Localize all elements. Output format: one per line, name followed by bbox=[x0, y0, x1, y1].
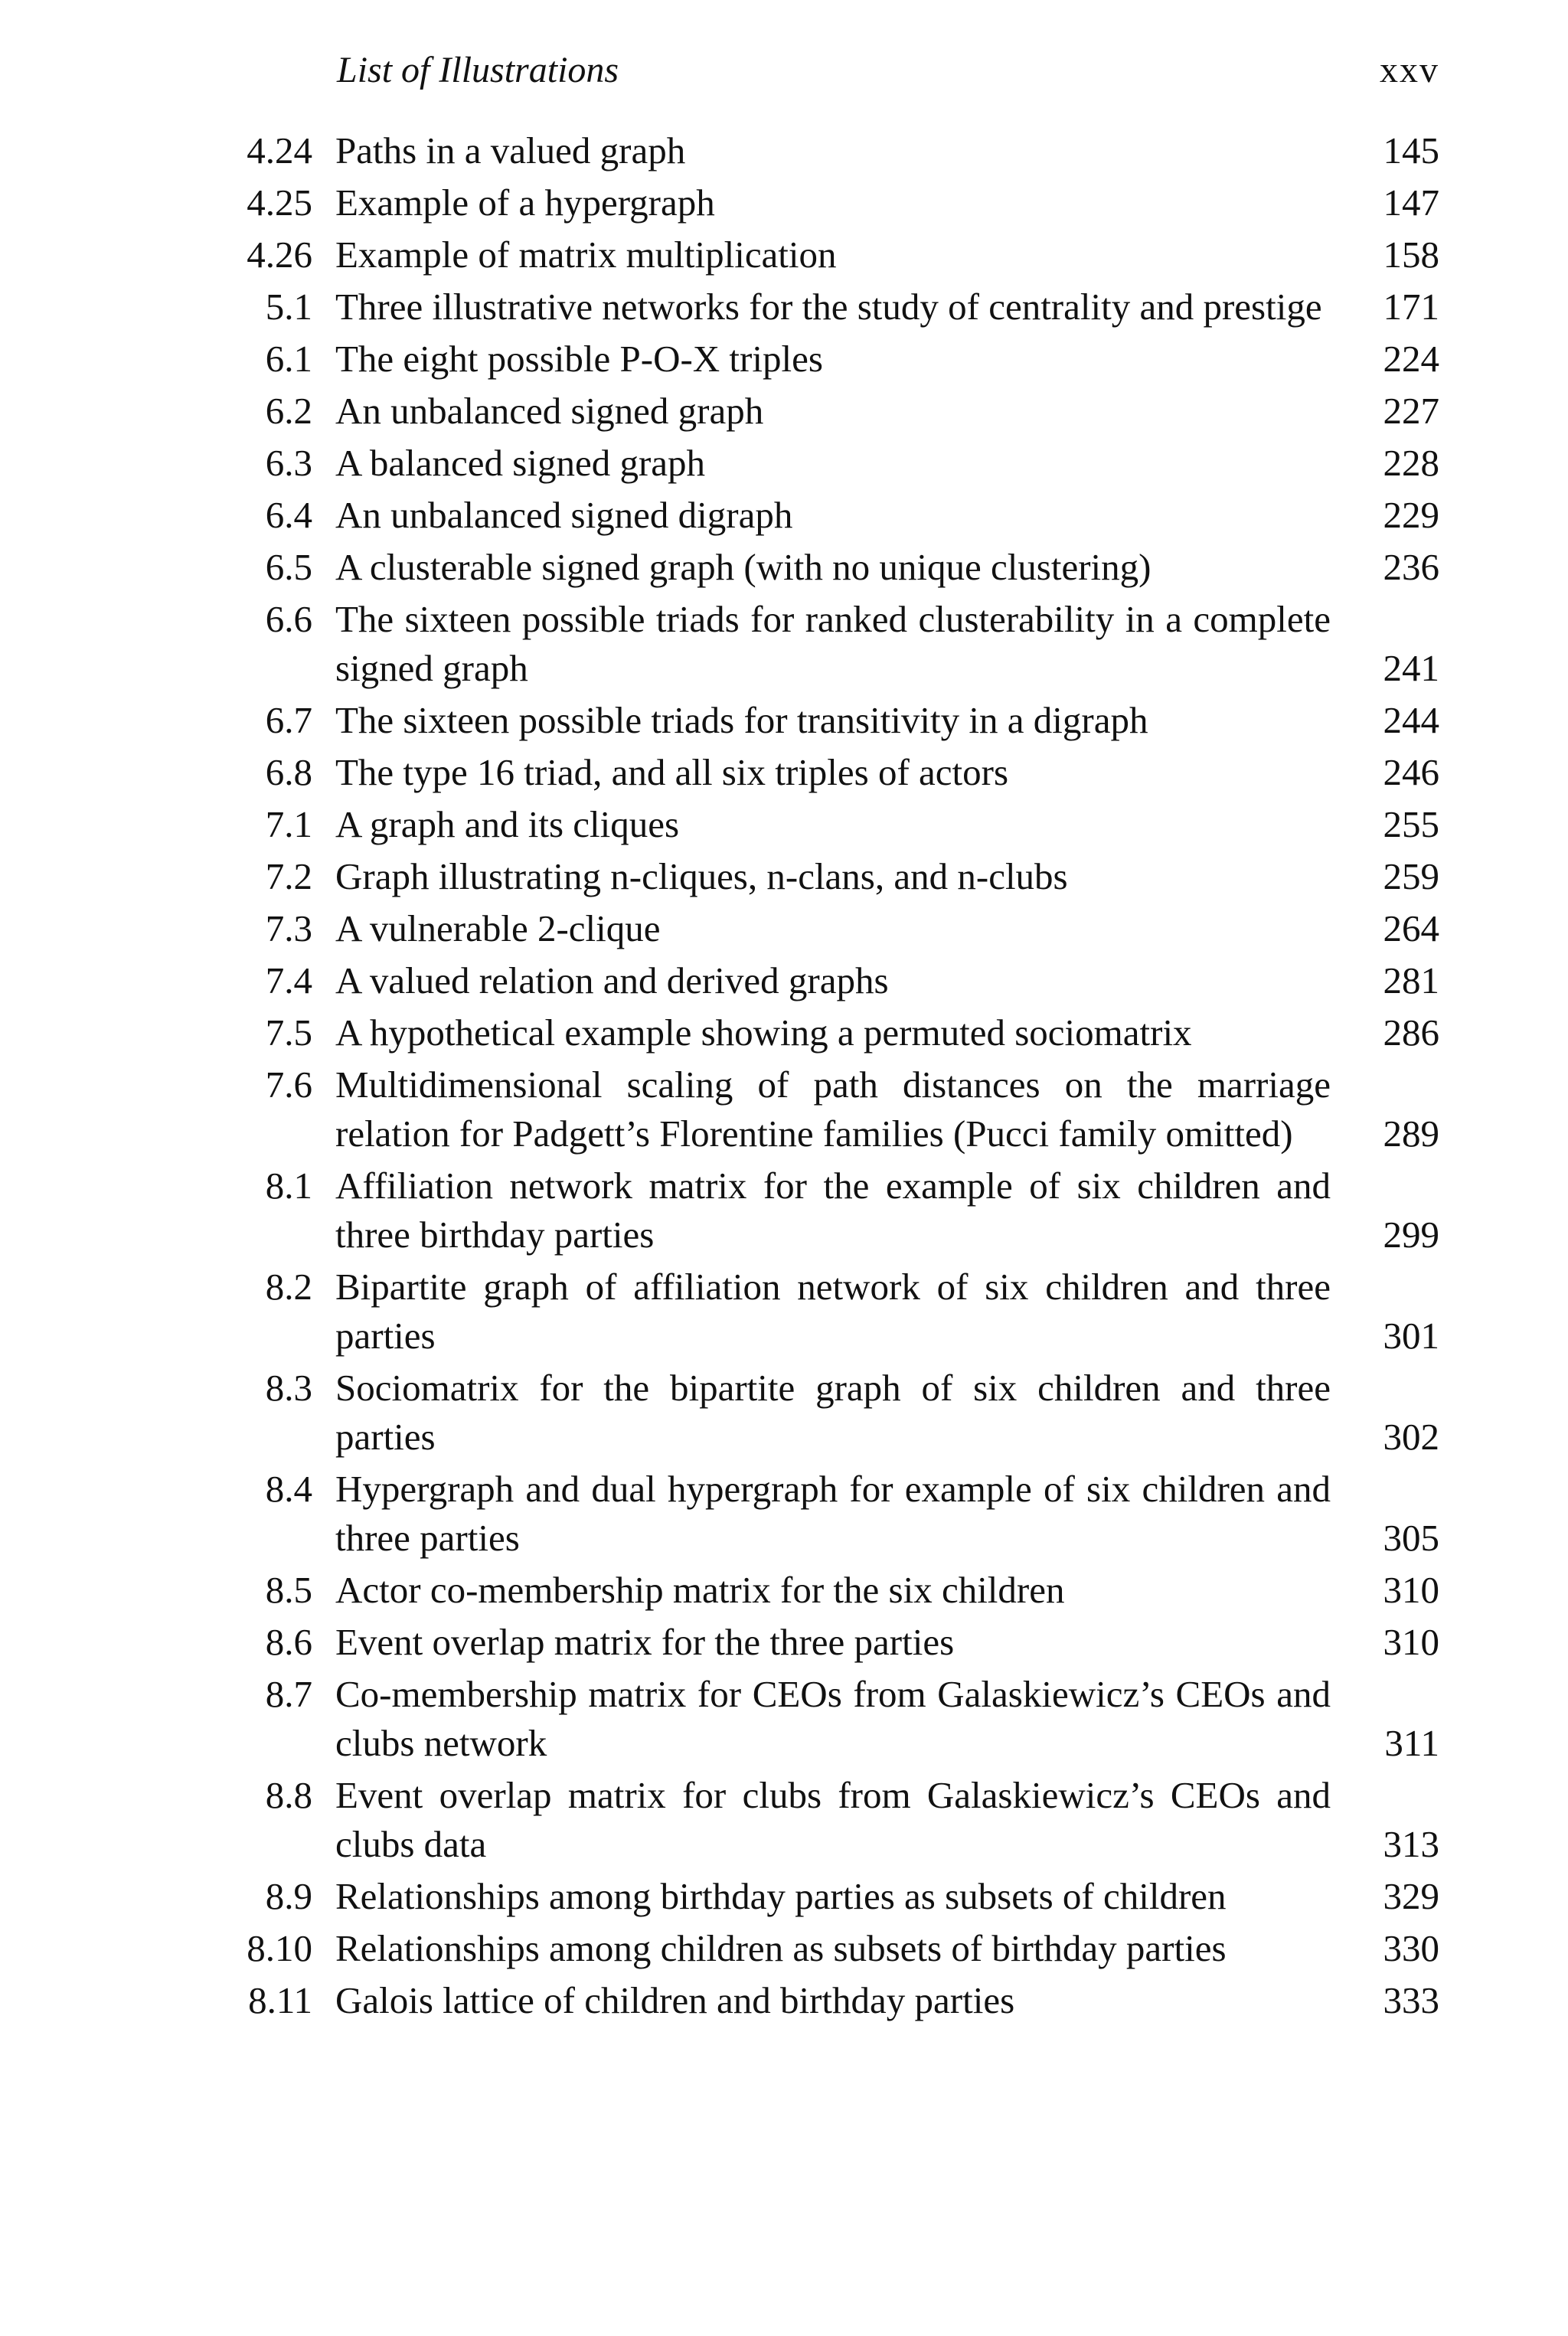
figure-number: 7.1 bbox=[265, 803, 312, 845]
list-item bbox=[0, 1008, 1568, 1057]
figure-title: A hypothetical example showing a permuted sociomatrix bbox=[335, 1011, 1192, 1054]
figure-number: 8.3 bbox=[265, 1367, 312, 1409]
figure-page-number: 241 bbox=[1383, 647, 1439, 689]
figure-title: Event overlap matrix for the three parties bbox=[335, 1621, 955, 1663]
figure-page-number: 259 bbox=[1383, 855, 1439, 897]
figure-page-number: 281 bbox=[1383, 959, 1439, 1001]
list-item bbox=[0, 1566, 1568, 1615]
list-item bbox=[0, 1465, 1568, 1563]
figure-number: 6.2 bbox=[265, 390, 312, 432]
list-item bbox=[0, 800, 1568, 849]
list-item bbox=[0, 852, 1568, 901]
figure-page-number: 310 bbox=[1383, 1621, 1439, 1663]
figure-page-number: 301 bbox=[1383, 1315, 1439, 1357]
figure-title: Relationships among birthday parties as subsets of children bbox=[335, 1875, 1227, 1917]
figure-number: 4.24 bbox=[247, 129, 312, 172]
figure-page-number: 264 bbox=[1383, 907, 1439, 949]
figure-title: A vulnerable 2-clique bbox=[335, 907, 661, 949]
figure-title: Paths in a valued graph bbox=[335, 129, 686, 172]
figure-number: 8.11 bbox=[248, 1979, 312, 2021]
figure-number: 7.6 bbox=[265, 1063, 312, 1106]
figure-number: 6.6 bbox=[265, 598, 312, 640]
list-item bbox=[0, 1872, 1568, 1921]
figure-title: A clusterable signed graph (with no unique clustering) bbox=[335, 546, 1152, 588]
figure-title: A graph and its cliques bbox=[335, 803, 680, 845]
figure-page-number: 227 bbox=[1383, 390, 1439, 432]
figure-title: An unbalanced signed digraph bbox=[335, 494, 793, 536]
figure-number: 8.7 bbox=[265, 1673, 312, 1715]
figure-title: Example of matrix multiplication bbox=[335, 234, 837, 276]
list-item bbox=[0, 904, 1568, 953]
figure-page-number: 311 bbox=[1384, 1722, 1439, 1764]
list-item bbox=[0, 1060, 1568, 1158]
figure-number: 6.4 bbox=[265, 494, 312, 536]
list-item bbox=[0, 387, 1568, 436]
figure-number: 8.10 bbox=[247, 1927, 312, 1969]
list-item bbox=[0, 748, 1568, 797]
figure-title: Multidimensional scaling of path distances on the marriage relation for Padgett’s Florentine families (Pucci family omitted) bbox=[335, 1063, 1331, 1155]
figure-number: 6.5 bbox=[265, 546, 312, 588]
list-item bbox=[0, 1618, 1568, 1667]
list-item bbox=[0, 283, 1568, 332]
figure-page-number: 244 bbox=[1383, 699, 1439, 741]
figure-number: 7.3 bbox=[265, 907, 312, 949]
figure-page-number: 145 bbox=[1383, 129, 1439, 172]
list-item bbox=[0, 439, 1568, 488]
figure-title: The sixteen possible triads for transitivity in a digraph bbox=[335, 699, 1148, 741]
figure-page-number: 302 bbox=[1383, 1416, 1439, 1458]
figure-title: Galois lattice of children and birthday parties bbox=[335, 1979, 1015, 2021]
list-item bbox=[0, 126, 1568, 175]
list-item bbox=[0, 1924, 1568, 1973]
figure-title: A valued relation and derived graphs bbox=[335, 959, 889, 1001]
figure-number: 4.25 bbox=[247, 181, 312, 224]
figure-page-number: 329 bbox=[1383, 1875, 1439, 1917]
figure-page-number: 313 bbox=[1383, 1823, 1439, 1865]
figure-number: 8.2 bbox=[265, 1266, 312, 1308]
figure-page-number: 330 bbox=[1383, 1927, 1439, 1969]
figure-title: Bipartite graph of affiliation network of six children and three parties bbox=[335, 1266, 1331, 1357]
figure-page-number: 228 bbox=[1383, 442, 1439, 484]
list-item bbox=[0, 335, 1568, 384]
figure-page-number: 289 bbox=[1383, 1112, 1439, 1155]
header-page-number: xxv bbox=[1380, 50, 1439, 90]
figure-page-number: 299 bbox=[1383, 1214, 1439, 1256]
figure-title: Example of a hypergraph bbox=[335, 181, 715, 224]
list-item bbox=[0, 178, 1568, 227]
figure-title: The type 16 triad, and all six triples of actors bbox=[335, 751, 1009, 793]
figure-number: 5.1 bbox=[265, 286, 312, 328]
figure-number: 8.6 bbox=[265, 1621, 312, 1663]
running-title: List of Illustrations bbox=[337, 50, 619, 90]
list-item bbox=[0, 956, 1568, 1005]
figure-number: 7.5 bbox=[265, 1011, 312, 1054]
figure-page-number: 310 bbox=[1383, 1569, 1439, 1611]
list-item bbox=[0, 1771, 1568, 1869]
figure-title: Sociomatrix for the bipartite graph of six children and three parties bbox=[335, 1367, 1331, 1458]
figure-number: 4.26 bbox=[247, 234, 312, 276]
list-item bbox=[0, 1364, 1568, 1462]
figure-title: A balanced signed graph bbox=[335, 442, 706, 484]
list-item bbox=[0, 595, 1568, 693]
list-item bbox=[0, 1161, 1568, 1259]
figure-title: The sixteen possible triads for ranked clusterability in a complete signed graph bbox=[335, 598, 1331, 689]
figure-page-number: 333 bbox=[1383, 1979, 1439, 2021]
figure-title: Actor co-membership matrix for the six children bbox=[335, 1569, 1065, 1611]
figure-number: 7.4 bbox=[265, 959, 312, 1001]
figure-page-number: 158 bbox=[1383, 234, 1439, 276]
list-item bbox=[0, 1976, 1568, 2025]
figure-number: 6.3 bbox=[265, 442, 312, 484]
figure-page-number: 236 bbox=[1383, 546, 1439, 588]
figure-number: 8.8 bbox=[265, 1774, 312, 1816]
figure-title: Hypergraph and dual hypergraph for example of six children and three parties bbox=[335, 1468, 1331, 1559]
list-item bbox=[0, 696, 1568, 745]
page-header bbox=[337, 47, 1439, 93]
figure-number: 6.1 bbox=[265, 338, 312, 380]
figure-title: The eight possible P-O-X triples bbox=[335, 338, 823, 380]
figure-page-number: 305 bbox=[1383, 1517, 1439, 1559]
figure-title: Relationships among children as subsets of birthday parties bbox=[335, 1927, 1227, 1969]
figure-number: 6.8 bbox=[265, 751, 312, 793]
figure-number: 8.9 bbox=[265, 1875, 312, 1917]
list-item bbox=[0, 491, 1568, 540]
list-item bbox=[0, 230, 1568, 279]
figure-title: Three illustrative networks for the study of centrality and prestige bbox=[335, 286, 1322, 328]
figure-title: Event overlap matrix for clubs from Galaskiewicz’s CEOs and clubs data bbox=[335, 1774, 1331, 1865]
list-item bbox=[0, 1670, 1568, 1768]
figure-page-number: 255 bbox=[1383, 803, 1439, 845]
figure-page-number: 286 bbox=[1383, 1011, 1439, 1054]
figure-number: 8.4 bbox=[265, 1468, 312, 1510]
figure-number: 8.5 bbox=[265, 1569, 312, 1611]
figure-title: Affiliation network matrix for the example of six children and three birthday parties bbox=[335, 1165, 1331, 1256]
figure-page-number: 246 bbox=[1383, 751, 1439, 793]
figure-title: Co-membership matrix for CEOs from Galaskiewicz’s CEOs and clubs network bbox=[335, 1673, 1331, 1764]
figure-page-number: 147 bbox=[1383, 181, 1439, 224]
figure-page-number: 229 bbox=[1383, 494, 1439, 536]
figure-page-number: 224 bbox=[1383, 338, 1439, 380]
list-item bbox=[0, 1263, 1568, 1361]
figure-page-number: 171 bbox=[1383, 286, 1439, 328]
figure-number: 7.2 bbox=[265, 855, 312, 897]
figure-number: 8.1 bbox=[265, 1165, 312, 1207]
illustrations-list bbox=[0, 126, 1568, 2028]
list-item bbox=[0, 543, 1568, 592]
figure-number: 6.7 bbox=[265, 699, 312, 741]
figure-title: An unbalanced signed graph bbox=[335, 390, 764, 432]
figure-title: Graph illustrating n-cliques, n-clans, and n-clubs bbox=[335, 855, 1068, 897]
